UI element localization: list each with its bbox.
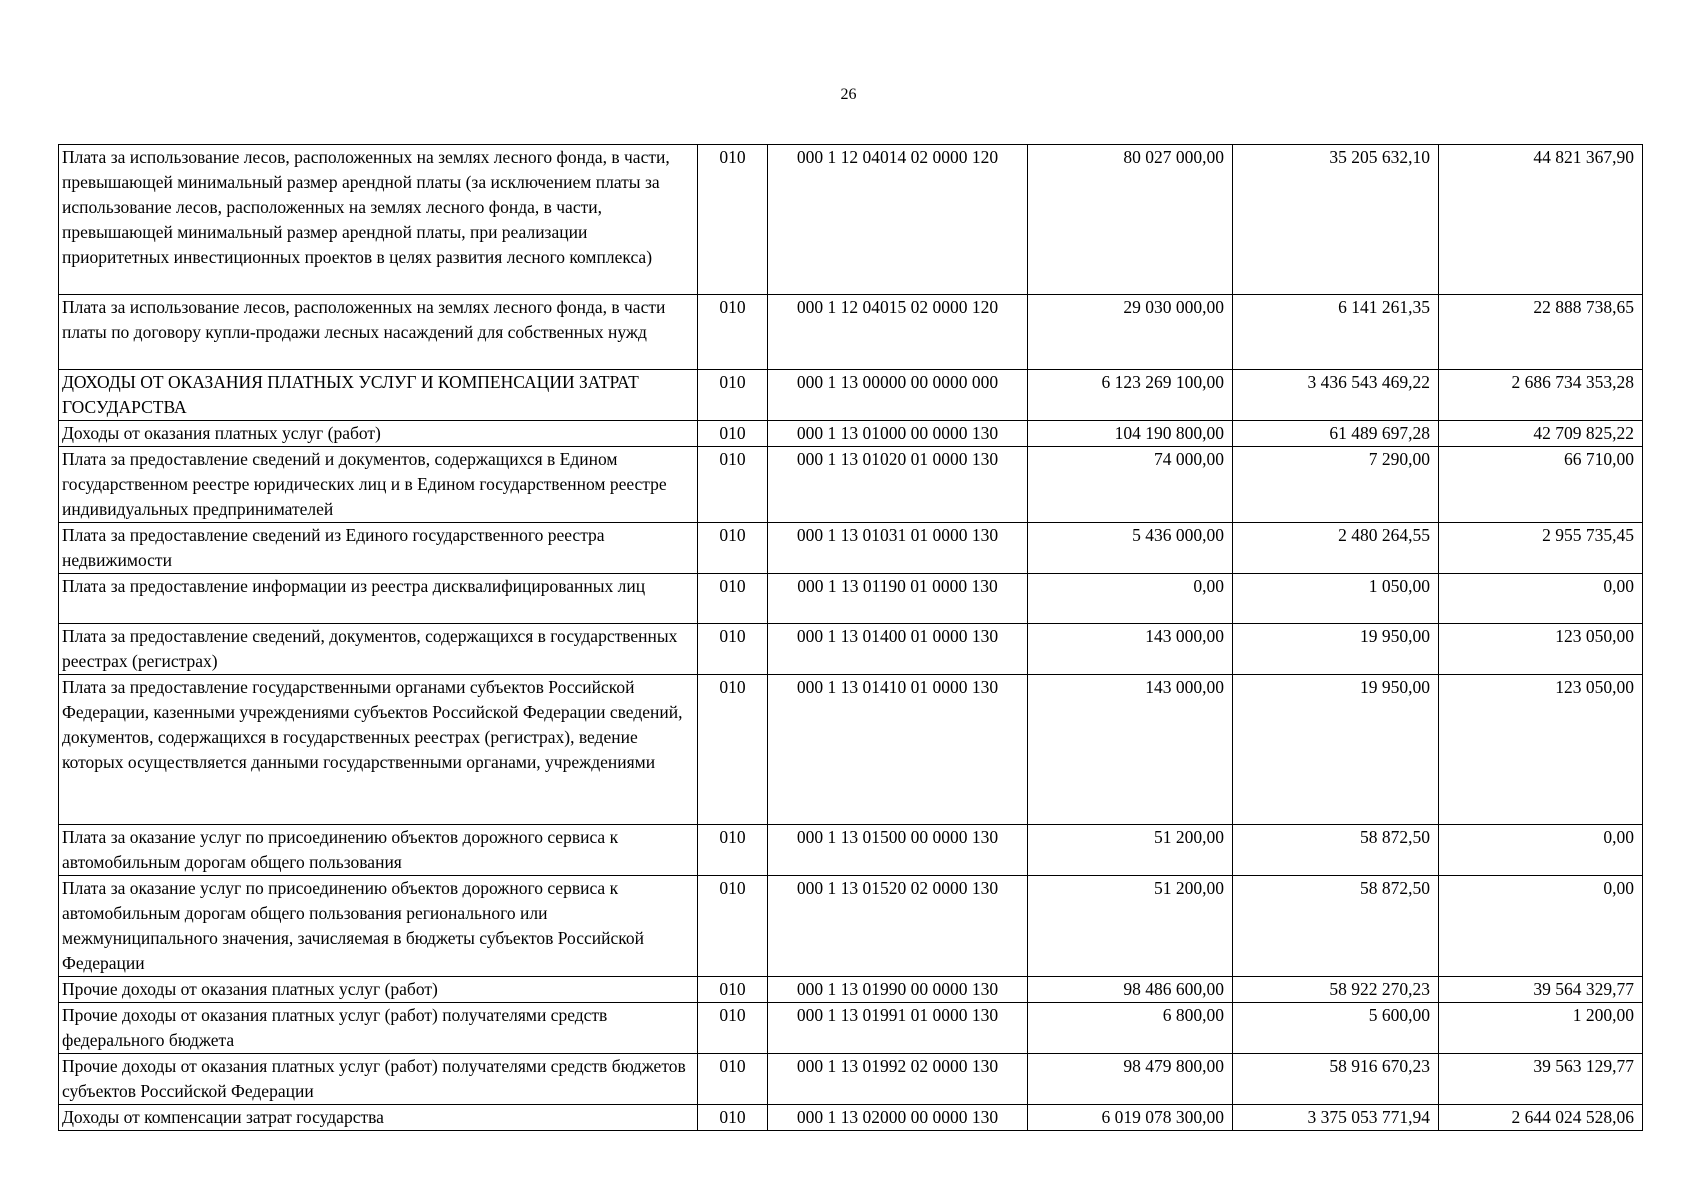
row-code: 010 — [698, 675, 768, 825]
row-value-2: 61 489 697,28 — [1233, 421, 1439, 447]
row-name: Плата за оказание услуг по присоединению объектов дорожного сервиса к автомобильным дорогам общего пользования регионального или межмуниципального значения, зачисляемая в бюджеты субъектов Российской Федерации — [59, 876, 698, 977]
row-value-2: 5 600,00 — [1233, 1003, 1439, 1054]
row-value-2: 58 916 670,23 — [1233, 1054, 1439, 1105]
row-value-3: 0,00 — [1439, 825, 1643, 876]
row-kbk: 000 1 12 04015 02 0000 120 — [768, 295, 1028, 370]
row-value-2: 6 141 261,35 — [1233, 295, 1439, 370]
row-value-1: 143 000,00 — [1028, 624, 1233, 675]
row-code: 010 — [698, 145, 768, 295]
row-code: 010 — [698, 825, 768, 876]
row-value-1: 80 027 000,00 — [1028, 145, 1233, 295]
row-value-3: 0,00 — [1439, 876, 1643, 977]
row-code: 010 — [698, 447, 768, 523]
row-value-2: 1 050,00 — [1233, 574, 1439, 624]
row-kbk: 000 1 13 01520 02 0000 130 — [768, 876, 1028, 977]
row-code: 010 — [698, 876, 768, 977]
row-value-2: 19 950,00 — [1233, 675, 1439, 825]
row-kbk: 000 1 13 01500 00 0000 130 — [768, 825, 1028, 876]
revenue-table-body — [59, 145, 1643, 1131]
row-value-1: 143 000,00 — [1028, 675, 1233, 825]
table-row — [59, 876, 1643, 977]
row-value-3: 22 888 738,65 — [1439, 295, 1643, 370]
row-name: Прочие доходы от оказания платных услуг (работ) получателями средств федерального бюджета — [59, 1003, 698, 1054]
row-name: Доходы от компенсации затрат государства — [59, 1105, 698, 1131]
table-row — [59, 447, 1643, 523]
row-kbk: 000 1 13 01000 00 0000 130 — [768, 421, 1028, 447]
row-value-2: 19 950,00 — [1233, 624, 1439, 675]
row-value-3: 0,00 — [1439, 574, 1643, 624]
row-code: 010 — [698, 574, 768, 624]
row-code: 010 — [698, 977, 768, 1003]
row-name: Плата за предоставление сведений, документов, содержащихся в государственных реестрах (регистрах) — [59, 624, 698, 675]
row-value-3: 1 200,00 — [1439, 1003, 1643, 1054]
row-name: Плата за использование лесов, расположенных на землях лесного фонда, в части, превышающей минимальный размер арендной платы (за исключением платы за использование лесов, расположенных на землях лесного фонда, в части, превышающей минимальный размер арендной платы, при реализации приоритетных инвестиционных проектов в целях развития лесного комплекса) — [59, 145, 698, 295]
row-name: Прочие доходы от оказания платных услуг (работ) — [59, 977, 698, 1003]
row-value-3: 39 564 329,77 — [1439, 977, 1643, 1003]
table-row — [59, 1054, 1643, 1105]
row-value-3: 66 710,00 — [1439, 447, 1643, 523]
table-row — [59, 145, 1643, 295]
table-row — [59, 295, 1643, 370]
revenue-table — [58, 144, 1643, 1131]
row-value-2: 3 375 053 771,94 — [1233, 1105, 1439, 1131]
row-name: Доходы от оказания платных услуг (работ) — [59, 421, 698, 447]
row-value-3: 44 821 367,90 — [1439, 145, 1643, 295]
row-code: 010 — [698, 1054, 768, 1105]
row-value-1: 6 800,00 — [1028, 1003, 1233, 1054]
row-value-3: 2 686 734 353,28 — [1439, 370, 1643, 421]
table-row — [59, 370, 1643, 421]
row-code: 010 — [698, 370, 768, 421]
page-number: 26 — [840, 86, 857, 103]
row-code: 010 — [698, 295, 768, 370]
row-value-1: 6 123 269 100,00 — [1028, 370, 1233, 421]
row-code: 010 — [698, 1105, 768, 1131]
row-value-1: 74 000,00 — [1028, 447, 1233, 523]
table-row — [59, 977, 1643, 1003]
row-value-1: 51 200,00 — [1028, 876, 1233, 977]
row-kbk: 000 1 13 01410 01 0000 130 — [768, 675, 1028, 825]
row-value-2: 2 480 264,55 — [1233, 523, 1439, 574]
row-value-1: 5 436 000,00 — [1028, 523, 1233, 574]
row-name: Плата за оказание услуг по присоединению объектов дорожного сервиса к автомобильным дорогам общего пользования — [59, 825, 698, 876]
row-name: Плата за предоставление сведений из Единого государственного реестра недвижимости — [59, 523, 698, 574]
row-kbk: 000 1 13 01991 01 0000 130 — [768, 1003, 1028, 1054]
table-row — [59, 825, 1643, 876]
row-value-2: 58 922 270,23 — [1233, 977, 1439, 1003]
row-value-3: 123 050,00 — [1439, 624, 1643, 675]
row-name: Плата за предоставление сведений и документов, содержащихся в Едином государственном реестре юридических лиц и в Едином государственном реестре индивидуальных предпринимателей — [59, 447, 698, 523]
row-value-1: 51 200,00 — [1028, 825, 1233, 876]
table-row — [59, 523, 1643, 574]
row-value-3: 39 563 129,77 — [1439, 1054, 1643, 1105]
row-kbk: 000 1 13 01400 01 0000 130 — [768, 624, 1028, 675]
table-row — [59, 1003, 1643, 1054]
row-value-1: 29 030 000,00 — [1028, 295, 1233, 370]
row-kbk: 000 1 13 01190 01 0000 130 — [768, 574, 1028, 624]
table-row — [59, 421, 1643, 447]
row-code: 010 — [698, 523, 768, 574]
row-value-2: 58 872,50 — [1233, 825, 1439, 876]
row-kbk: 000 1 12 04014 02 0000 120 — [768, 145, 1028, 295]
row-value-3: 2 955 735,45 — [1439, 523, 1643, 574]
row-kbk: 000 1 13 01990 00 0000 130 — [768, 977, 1028, 1003]
row-value-3: 42 709 825,22 — [1439, 421, 1643, 447]
row-value-3: 2 644 024 528,06 — [1439, 1105, 1643, 1131]
row-name: Плата за предоставление государственными органами субъектов Российской Федерации, казенными учреждениями субъектов Российской Федерации сведений, документов, содержащихся в государственных реестрах (регистрах), ведение которых осуществляется данными государственными органами, учреждениями — [59, 675, 698, 825]
row-value-2: 35 205 632,10 — [1233, 145, 1439, 295]
row-value-3: 123 050,00 — [1439, 675, 1643, 825]
row-value-2: 3 436 543 469,22 — [1233, 370, 1439, 421]
row-value-1: 6 019 078 300,00 — [1028, 1105, 1233, 1131]
row-name: Плата за использование лесов, расположенных на землях лесного фонда, в части платы по договору купли-продажи лесных насаждений для собственных нужд — [59, 295, 698, 370]
row-kbk: 000 1 13 02000 00 0000 130 — [768, 1105, 1028, 1131]
row-value-2: 58 872,50 — [1233, 876, 1439, 977]
row-name: Прочие доходы от оказания платных услуг (работ) получателями средств бюджетов субъектов Российской Федерации — [59, 1054, 698, 1105]
table-row — [59, 1105, 1643, 1131]
row-kbk: 000 1 13 01992 02 0000 130 — [768, 1054, 1028, 1105]
row-value-2: 7 290,00 — [1233, 447, 1439, 523]
row-value-1: 104 190 800,00 — [1028, 421, 1233, 447]
table-row — [59, 675, 1643, 825]
row-name: ДОХОДЫ ОТ ОКАЗАНИЯ ПЛАТНЫХ УСЛУГ И КОМПЕНСАЦИИ ЗАТРАТ ГОСУДАРСТВА — [59, 370, 698, 421]
row-code: 010 — [698, 1003, 768, 1054]
row-kbk: 000 1 13 00000 00 0000 000 — [768, 370, 1028, 421]
table-row — [59, 574, 1643, 624]
row-value-1: 98 479 800,00 — [1028, 1054, 1233, 1105]
row-name: Плата за предоставление информации из реестра дисквалифицированных лиц — [59, 574, 698, 624]
row-kbk: 000 1 13 01020 01 0000 130 — [768, 447, 1028, 523]
row-code: 010 — [698, 421, 768, 447]
row-kbk: 000 1 13 01031 01 0000 130 — [768, 523, 1028, 574]
row-value-1: 0,00 — [1028, 574, 1233, 624]
table-row — [59, 624, 1643, 675]
row-code: 010 — [698, 624, 768, 675]
row-value-1: 98 486 600,00 — [1028, 977, 1233, 1003]
